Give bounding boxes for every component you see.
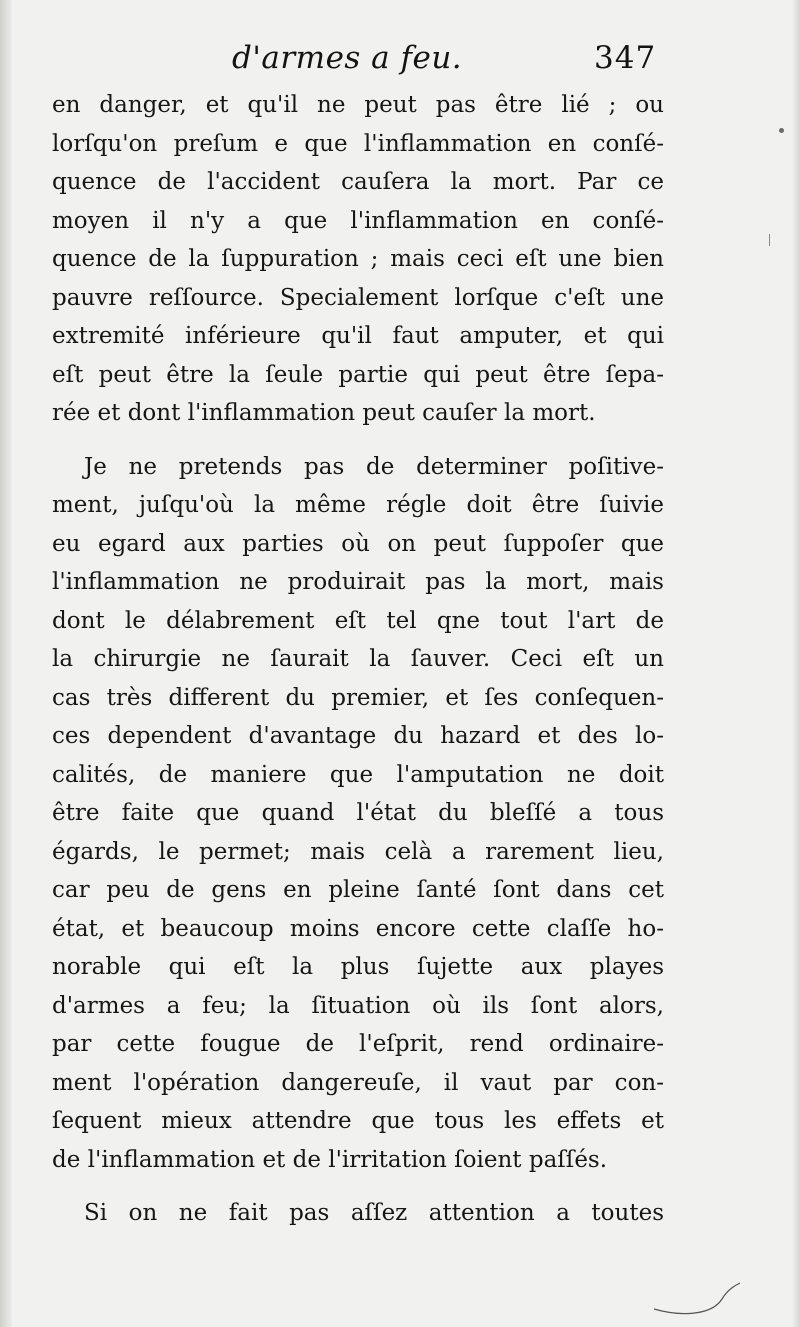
text-line: quence de la ſuppuration ; mais ceci eſt une bien	[52, 246, 664, 272]
text-line: quence de l'accident cauſera la mort. Par ce	[52, 169, 664, 195]
text-line: lorſqu'on preſum e que l'inflammation en conſé-	[52, 130, 664, 157]
text-line: pauvre reſſource. Specialement lorſque c'eſt une	[52, 284, 664, 311]
paragraph-spacer	[52, 1179, 664, 1194]
paragraph-1	[52, 86, 664, 433]
text-line: la chirurgie ne ſaurait la ſauver. Ceci eſt un	[52, 646, 664, 672]
text-line: Si on ne fait pas aſſez attention a toutes	[84, 1200, 664, 1226]
page-left-edge-shadow	[0, 0, 12, 1327]
text-line: être faite que quand l'état du bleſſé a tous	[52, 800, 664, 826]
running-head: d'armes a feu.	[232, 40, 463, 76]
text-line: eu egard aux parties où on peut ſuppoſer que	[52, 530, 664, 557]
ink-spot	[779, 128, 784, 133]
body-text	[52, 86, 664, 1233]
text-line: eſt peut être la ſeule partie qui peut être ſepa-	[52, 361, 664, 388]
margin-mark	[769, 234, 770, 246]
text-line: dont le délabrement eſt tel qne tout l'art de	[52, 607, 664, 634]
text-line: en danger, et qu'il ne peut pas être lié ; ou	[52, 92, 664, 118]
text-line: par cette fougue de l'eſprit, rend ordinaire-	[52, 1031, 664, 1057]
text-line: égards, le permet; mais celà a rarement lieu,	[52, 838, 664, 865]
paragraph-2	[52, 448, 664, 1180]
text-line: l'inflammation ne produirait pas la mort, mais	[52, 569, 664, 595]
paragraph-3	[52, 1194, 664, 1233]
text-line: calités, de maniere que l'amputation ne doit	[52, 761, 664, 788]
text-line: rée et dont l'inflammation peut cauſer la mort.	[52, 400, 596, 426]
page-header	[0, 40, 800, 88]
text-line: ſequent mieux attendre que tous les effets et	[52, 1108, 664, 1134]
text-line: cas très different du premier, et ſes conſequen-	[52, 684, 664, 711]
page-number: 347	[594, 40, 657, 76]
text-line: ment, juſqu'où la même régle doit être ſuivie	[52, 492, 664, 518]
text-line: d'armes a feu; la ſituation où ils ſont alors,	[52, 992, 664, 1019]
text-line: de l'inflammation et de l'irritation ſoient paſſés.	[52, 1146, 608, 1173]
text-line: ces dependent d'avantage du hazard et des lo-	[52, 723, 664, 749]
text-line: car peu de gens en pleine ſanté ſont dans cet	[52, 877, 664, 903]
text-line: moyen il n'y a que l'inflammation en conſé-	[52, 207, 664, 234]
text-line: norable qui eſt la plus ſujette aux playes	[52, 954, 664, 980]
page-right-edge-shadow	[792, 0, 800, 1327]
text-line: extremité inférieure qu'il faut amputer, et qui	[52, 323, 664, 349]
text-line: état, et beaucoup moins encore cette claſſe ho-	[52, 915, 664, 942]
text-line: ment l'opération dangereuſe, il vaut par con-	[52, 1069, 664, 1096]
text-line: Je ne pretends pas de determiner poſitive-	[84, 453, 664, 480]
paragraph-spacer	[52, 433, 664, 448]
page-corner-stroke	[652, 1277, 742, 1317]
